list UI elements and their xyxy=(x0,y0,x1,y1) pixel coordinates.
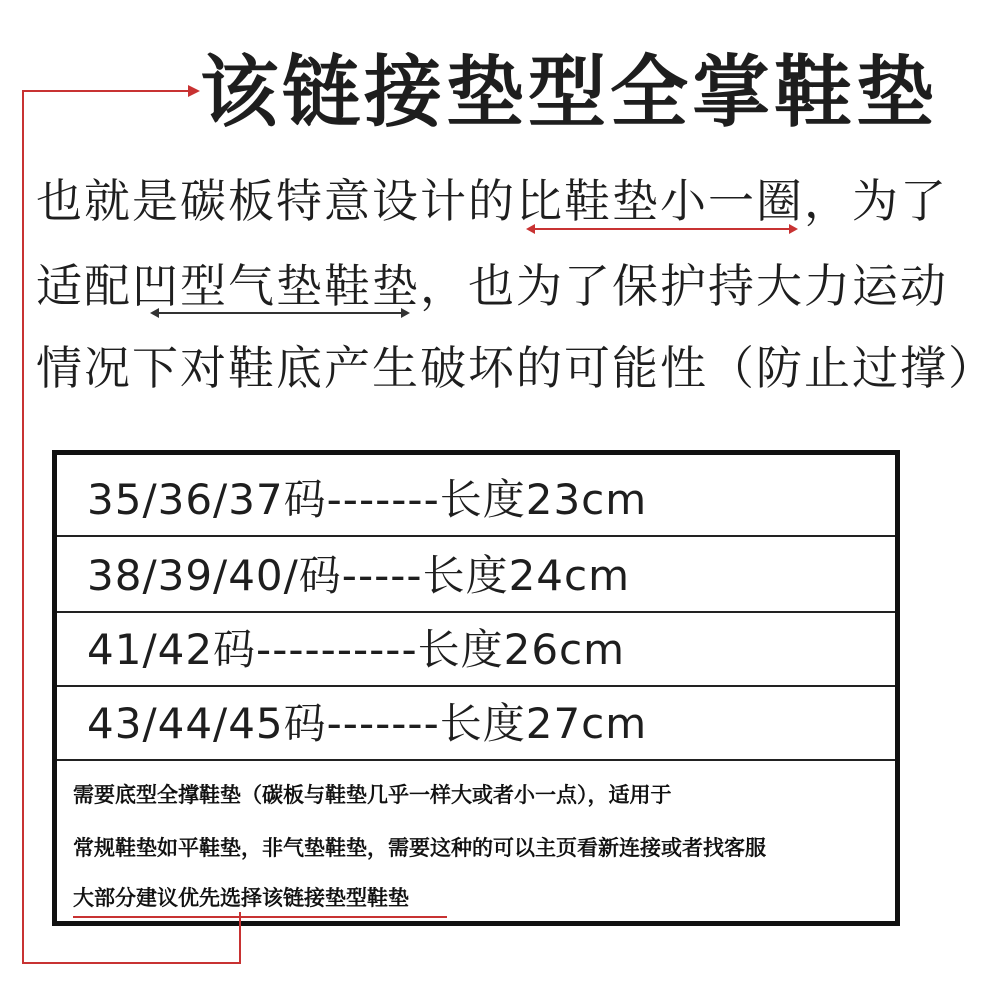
note-line-3: 大部分建议优先选择该链接垫型鞋垫 xyxy=(73,886,409,910)
size-row xyxy=(57,687,895,761)
size-length: 长度27cm xyxy=(439,699,648,748)
size-chart-box xyxy=(52,450,900,926)
size-length: 长度24cm xyxy=(422,551,631,600)
size-length: 长度23cm xyxy=(439,475,648,524)
size-range: 41/42码 xyxy=(87,625,257,674)
description-line-3: 情况下对鞋底产生破坏的可能性（防止过撑） xyxy=(36,341,996,395)
size-row xyxy=(57,613,895,687)
recommendation-underline xyxy=(73,916,447,918)
size-row xyxy=(57,463,895,537)
size-length: 长度26cm xyxy=(417,625,626,674)
connector-line-left xyxy=(22,90,24,964)
size-dashes: ------- xyxy=(326,475,440,524)
arrow-left-icon xyxy=(150,308,159,318)
arrow-right-icon xyxy=(789,224,798,234)
size-range: 35/36/37码 xyxy=(87,475,327,524)
connector-line-top xyxy=(22,90,190,92)
description-line-1: 也就是碳板特意设计的比鞋垫小一圈，为了 xyxy=(36,174,948,228)
note-line-1: 需要底型全撑鞋垫（碳板与鞋垫几乎一样大或者小一点），适用于 xyxy=(73,783,672,807)
arrow-right-icon xyxy=(188,85,200,97)
size-dashes: ---------- xyxy=(256,625,418,674)
connector-line-bottom xyxy=(22,962,241,964)
arrow-left-icon xyxy=(526,224,535,234)
size-range: 38/39/40/码 xyxy=(87,551,342,600)
size-dashes: ----- xyxy=(341,551,423,600)
concave-insole-underline-arrow xyxy=(152,312,408,314)
size-dashes: ------- xyxy=(326,699,440,748)
arrow-right-icon xyxy=(401,308,410,318)
size-row xyxy=(57,539,895,613)
page-title: 该链接垫型全掌鞋垫 xyxy=(200,48,939,138)
size-range: 43/44/45码 xyxy=(87,699,327,748)
smaller-ring-underline-arrow xyxy=(528,228,796,230)
description-line-2: 适配凹型气垫鞋垫，也为了保护持大力运动 xyxy=(36,259,948,313)
note-line-2: 常规鞋垫如平鞋垫，非气垫鞋垫，需要这种的可以主页看新连接或者找客服 xyxy=(73,836,766,860)
connector-line-riser xyxy=(239,912,241,964)
